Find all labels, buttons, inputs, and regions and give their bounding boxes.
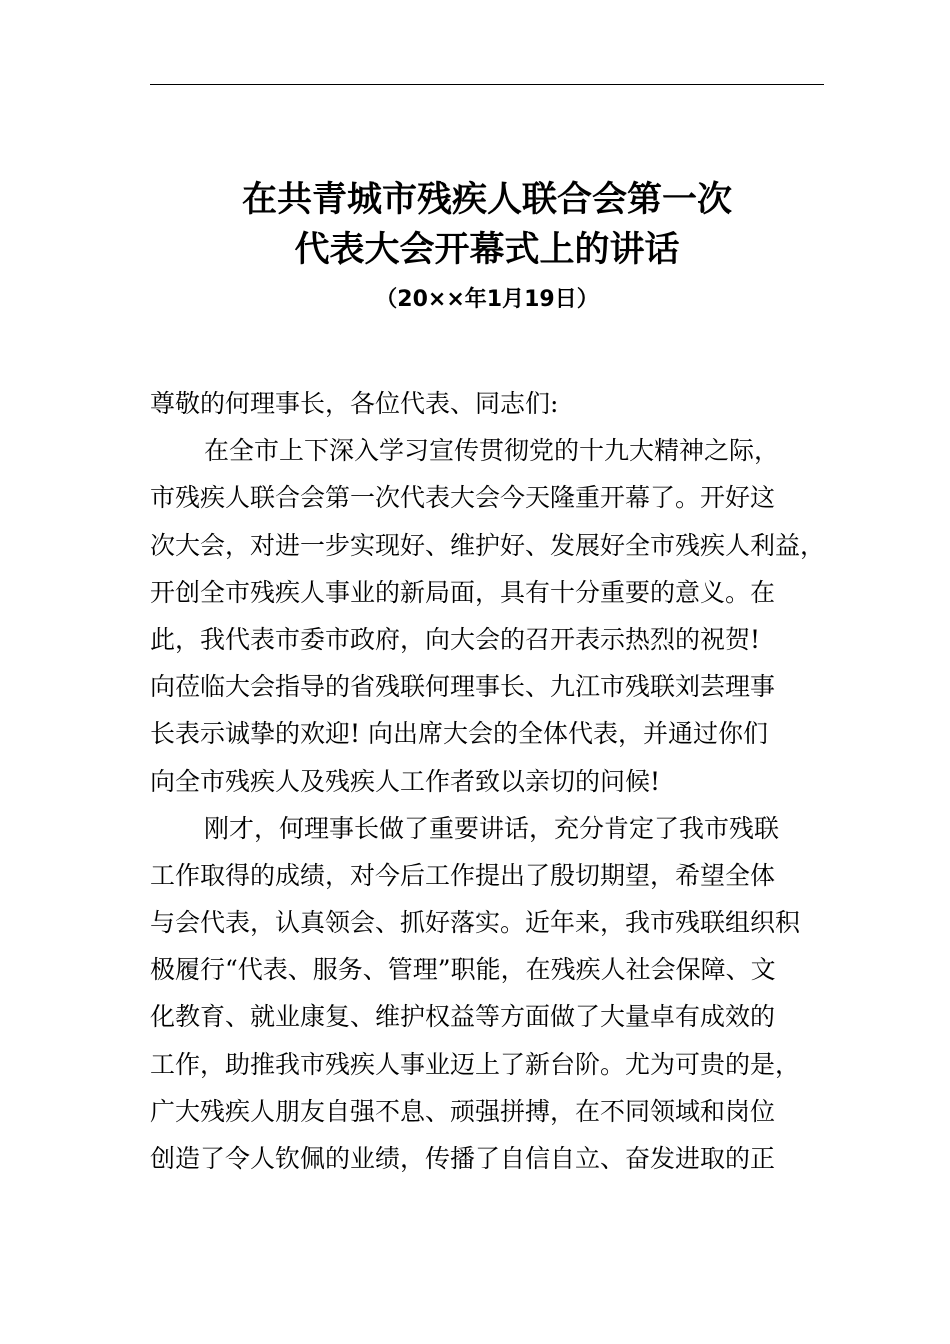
paragraph-line: 在全市上下深入学习宣传贯彻党的十九大精神之际， — [204, 436, 780, 466]
paragraph-line: 开创全市残疾人事业的新局面，具有十分重要的意义。在 — [150, 577, 776, 607]
title-line-2: 代表大会开幕式上的讲话 — [294, 230, 680, 270]
paragraph-line: 向莅临大会指导的省残联何理事长、九江市残联刘芸理事 — [150, 672, 776, 702]
paragraph-line: 此，我代表市委市政府，向大会的召开表示热烈的祝贺! — [150, 624, 761, 654]
paragraph-line: 长表示诚挚的欢迎! 向出席大会的全体代表，并通过你们 — [150, 719, 768, 749]
speech-body — [150, 380, 830, 1182]
speech-date: （20××年1月19日） — [375, 287, 599, 312]
paragraph-line: 极履行“代表、服务、管理”职能，在残疾人社会保障、文 — [150, 955, 776, 985]
paragraph-line: 广大残疾人朋友自强不息、顽强拼搏，在不同领域和岗位 — [150, 1096, 776, 1126]
paragraph-line: 刚才，何理事长做了重要讲话，充分肯定了我市残联 — [204, 813, 780, 843]
paragraph-line: 工作取得的成绩，对今后工作提出了殷切期望，希望全体 — [150, 860, 776, 890]
paragraph-line: 创造了令人钦佩的业绩，传播了自信自立、奋发进取的正 — [150, 1144, 776, 1173]
salutation: 尊敬的何理事长，各位代表、同志们: — [150, 389, 559, 418]
paragraph-line: 向全市残疾人及残疾人工作者致以亲切的问候! — [150, 766, 661, 796]
paragraph-line: 化教育、就业康复、维护权益等方面做了大量卓有成效的 — [150, 1002, 776, 1032]
paragraph-line: 市残疾人联合会第一次代表大会今天隆重开幕了。开好这 — [150, 483, 776, 513]
paragraph-line: 与会代表，认真领会、抓好落实。近年来，我市残联组织积 — [150, 908, 801, 938]
paragraph-line: 次大会，对进一步实现好、维护好、发展好全市残疾人利益， — [150, 530, 826, 560]
paragraph-line: 工作，助推我市残疾人事业迈上了新台阶。尤为可贵的是， — [150, 1049, 801, 1079]
title-line-1: 在共青城市残疾人联合会第一次 — [241, 180, 732, 220]
header-rule — [150, 84, 824, 85]
